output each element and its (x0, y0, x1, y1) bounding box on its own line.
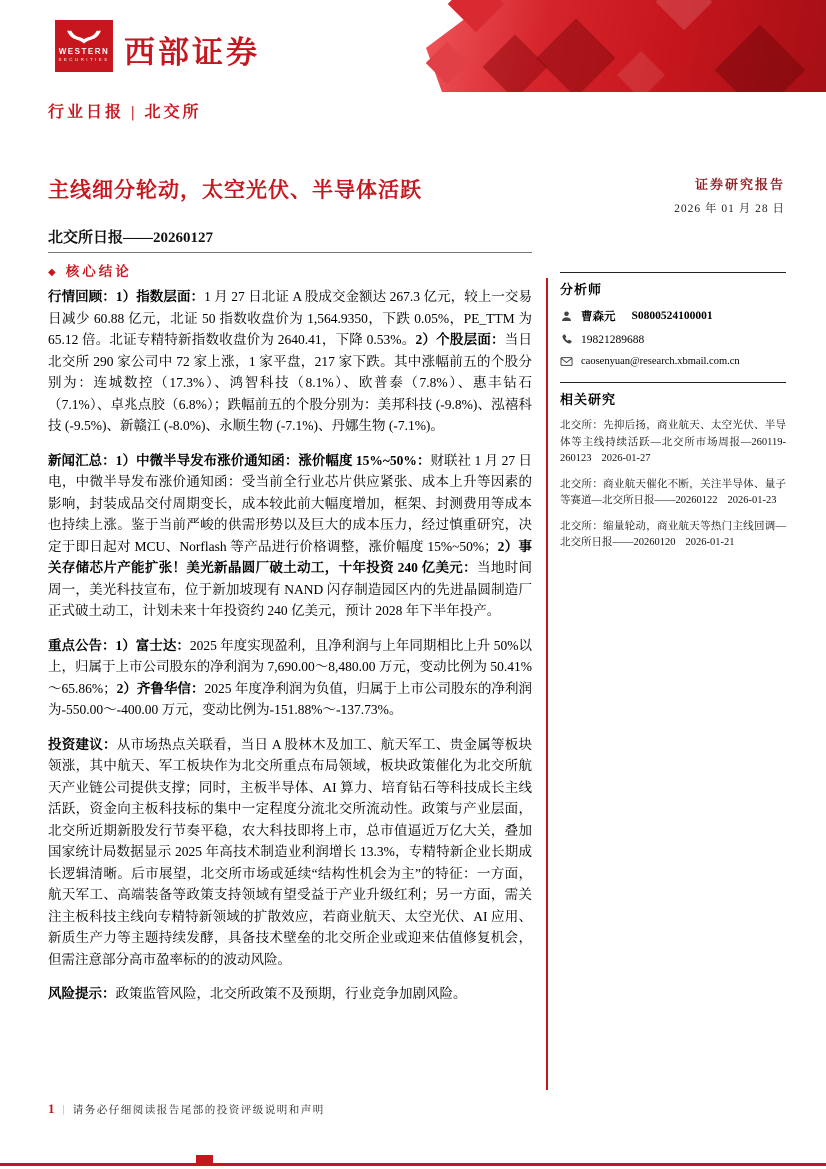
related-report-3 (560, 519, 786, 552)
page-number: 1 (48, 1101, 55, 1116)
report-subtitle: 北交所日报——20260127 (48, 230, 214, 246)
related-report-title: 北交所：先抑后扬，商业航天、太空光伏、半导体等主线持续活跃—北交所市场周报—260119-260123 (560, 420, 786, 464)
diamond-bullet-icon: ◆ (48, 267, 56, 278)
related-report-date: 2026-01-21 (685, 537, 735, 548)
analyst-row (560, 308, 786, 324)
analyst-name: 曹森元 (581, 311, 616, 323)
related-research-heading: 相关研究 (560, 382, 786, 408)
report-type-label: 证券研究报告 (694, 177, 785, 192)
analyst-email: caosenyuan@research.xbmail.com.cn (581, 356, 740, 367)
paragraph-key-announcements: 重点公告：1）富士达：2025 年度实现盈利，且净利润与上年同期相比上升 50%以上，归属于上市公司股东的净利润为 7,690.00～8,480.00 万元，变动比例为 50.41%～65.86%；2）齐鲁华信：2025 年度净利润为负值，归属于上市公司股东的净利润为-550.00～-400.00 万元，变动比例为-151.88%～-137.73%。 (48, 637, 533, 717)
analyst-license-id: S0800524100001 (631, 310, 713, 322)
phone-icon (560, 333, 573, 346)
envelope-icon (560, 355, 573, 368)
brand-logo (55, 20, 113, 72)
brand-subname-en: SECURITIES (58, 57, 110, 63)
footer-disclaimer: 请务必仔细阅读报告尾部的投资评级说明和声明 (72, 1104, 325, 1116)
core-conclusion-heading (48, 260, 132, 280)
bottom-accent-block (196, 1155, 213, 1163)
paragraph-risk-warning: 风险提示：政策监管风险，北交所政策不及预期，行业竞争加剧风险。 (48, 986, 467, 1001)
paragraph-news-summary: 新闻汇总：1）中微半导发布涨价通知函：涨价幅度 15%~50%：财联社 1 月 27 日电，中微半导发布涨价通知函：受当前全行业芯片供应紧张、成本上升等因素的影响，封装成品交付周期变长，成本较此前大幅度增加，框架、封测费用等成本也持续上涨。鉴于当前严峻的供需形势以及巨大的成本压力，经过慎重研究，决定于即日起对 MCU、Norflash 等产品进行价格调整，涨价幅度 15%~50%；2）事关存储芯片产能扩张！美光新晶圆厂破土动工，十年投资 240 亿美元：当地时间周一，美光科技宣布，位于新加坡现有 NAND 闪存制造园区内的先进晶圆制造厂正式破土动工，计划未来十年投资约 240 亿美元，预计 2028 年下半年投产。 (48, 452, 532, 618)
report-body (48, 286, 532, 1018)
header-decoration (426, 0, 826, 92)
related-report-1 (560, 418, 786, 468)
related-report-date: 2026-01-27 (601, 453, 651, 464)
related-report-date: 2026-01-23 (727, 495, 777, 506)
report-title: 主线细分轮动，太空光伏、半导体活跃 (48, 178, 422, 202)
brand-name-en: WESTERN (58, 47, 110, 57)
bottom-border-line (0, 1163, 826, 1166)
related-report-title: 北交所：商业航天催化不断，关注半导体、量子等赛道—北交所日报——20260122 (560, 478, 786, 506)
vertical-divider (546, 278, 548, 1090)
email-row (560, 355, 786, 368)
bull-icon (63, 29, 105, 46)
analyst-heading: 分析师 (560, 272, 786, 298)
sidebar (560, 272, 786, 561)
person-icon (560, 310, 573, 323)
analyst-phone: 19821289688 (581, 333, 645, 346)
report-category: 行业日报 | 北交所 (48, 104, 202, 121)
paragraph-market-review: 行情回顾：1）指数层面：1 月 27 日北证 A 股成交金额达 267.3 亿元，较上一交易日减少 60.88 亿元，北证 50 指数收盘价为 1,564.9350，下跌 0.05%，PE_TTM 为 65.12 倍。北证专精特新指数收盘价为 2640.41，下降 0.53%。2）个股层面：当日北交所 290 家公司中 72 家上涨，1 家平盘，217 家下跌。其中涨幅前五的个股分别为：连城数控（17.3%）、鸿智科技（8.1%）、欧普泰（7.8%）、惠丰钻石（7.1%）、卓兆点胶（6.8%）；跌幅前五的个股分别为：美邦科技 (-9.8%)、泓禧科技 (-9.5%)、新赣江 (-8.0%)、永顺生物 (-7.1%)、丹娜生物 (-7.1%)。 (48, 289, 533, 433)
footer (48, 1101, 325, 1117)
subtitle-divider-line (48, 252, 532, 253)
report-date: 2026 年 01 月 28 日 (674, 203, 785, 215)
core-heading-label: 核心结论 (65, 264, 132, 279)
related-report-title: 北交所：缩量轮动，商业航天等热门主线回调—北交所日报——20260120 (560, 520, 786, 548)
phone-row (560, 333, 786, 346)
brand-name-cn: 西部证券 (124, 35, 260, 70)
paragraph-investment-advice: 投资建议：从市场热点关联看，当日 A 股林木及加工、航天军工、贵金属等板块领涨，其中航天、军工板块作为北交所重点布局领域，板块政策催化为北交所航天产业链公司提供支撑；同时，主板半导体、AI 算力、培育钻石等科技成长主线活跃，资金向主板科技标的集中一定程度分流北交所流动性。政策与产业层面，北交所近期新股发行节奏平稳，农大科技即将上市，总市值逼近万亿大关，叠加国家统计局数据显示 2025 年高技术制造业利润增长 13.3%，专精特新企业长期成长逻辑清晰。后市展望，北交所市场或延续“结构性机会为主”的特征：一方面，航天军工、高端装备等政策支持领域有望受益于产业升级红利；另一方面，需关注主板科技主线向专精特新领域的扩散效应，若商业航天、太空光伏、AI 应用、新质生产力等主题持续发酵，具备技术壁垒的北交所企业或迎来估值修复机会，但需注意部分高市盈率标的的波动风险。 (48, 736, 532, 967)
footer-separator: | (62, 1103, 65, 1115)
related-report-2 (560, 477, 786, 510)
